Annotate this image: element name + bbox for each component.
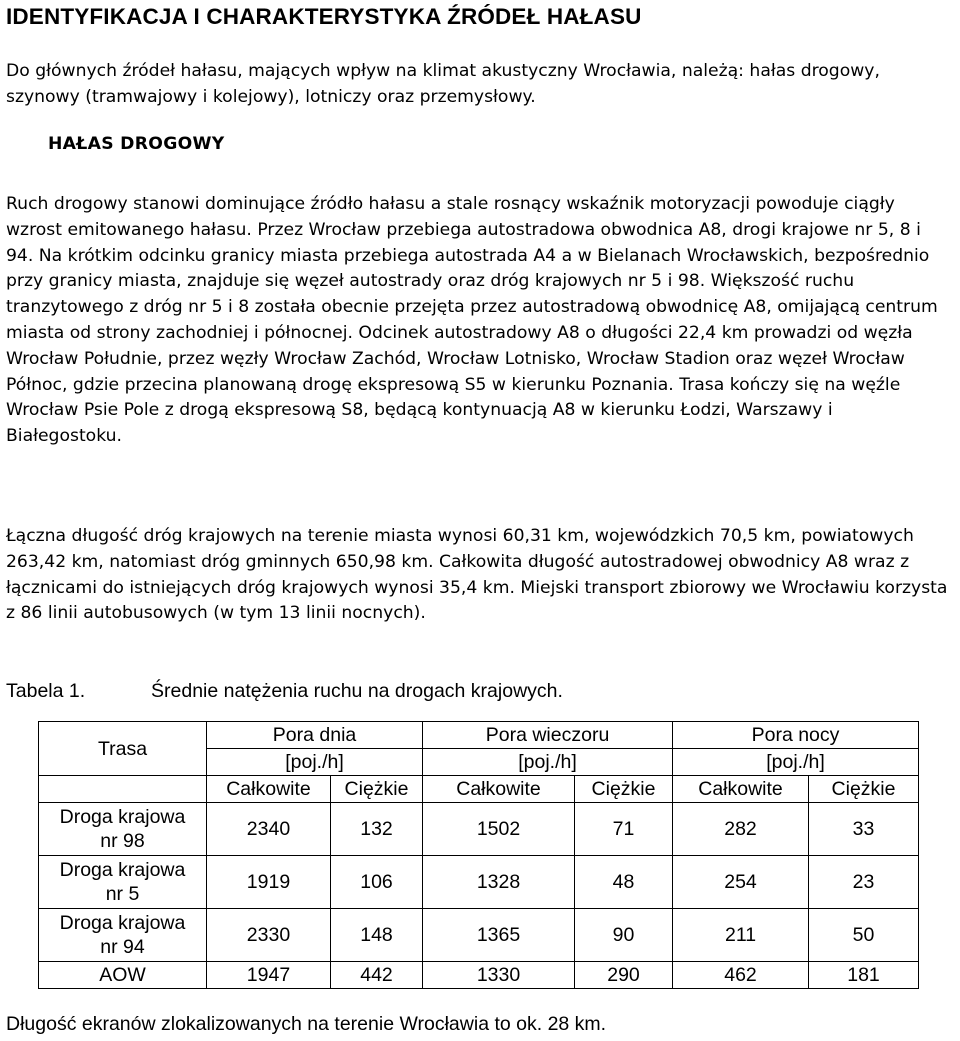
period-night-header: Pora nocy <box>673 722 919 749</box>
route-name: AOW <box>39 962 207 989</box>
subheader-night-total: Całkowite <box>673 776 809 803</box>
section-title: HAŁAS DROGOWY <box>48 134 225 154</box>
table-cell: 181 <box>809 962 919 989</box>
traffic-table <box>38 721 919 989</box>
table-header-row <box>39 722 919 749</box>
table-cell: 132 <box>331 803 423 856</box>
period-day-header: Pora dnia <box>207 722 423 749</box>
table-cell: 2330 <box>207 909 331 962</box>
route-header: Trasa <box>39 722 207 776</box>
period-day-unit: [poj./h] <box>207 749 423 776</box>
table-cell: 71 <box>575 803 673 856</box>
period-evening-unit: [poj./h] <box>423 749 673 776</box>
route-name-line2: nr 94 <box>100 936 145 958</box>
subheader-evening-heavy: Ciężkie <box>575 776 673 803</box>
route-name-line2: nr 98 <box>100 830 145 852</box>
table-cell: 33 <box>809 803 919 856</box>
table-cell: 442 <box>331 962 423 989</box>
subheader-day-heavy: Ciężkie <box>331 776 423 803</box>
table-row <box>39 856 919 909</box>
table-row <box>39 909 919 962</box>
road-lengths-paragraph: Łączna długość dróg krajowych na terenie miasta wynosi 60,31 km, wojewódzkich 70,5 km, powiatowych 263,42 km, natomiast dróg gminnych 650,98 km. Całkowita długość autostradowej obwodnicy A8 wraz z łącznicami do istniejących dróg krajowych wynosi 35,4 km. Miejski transport zbiorowy we Wrocławiu korzysta z 86 linii autobusowych (w tym 13 linii nocnych). <box>6 526 948 624</box>
table-cell: 1330 <box>423 962 575 989</box>
period-night-unit: [poj./h] <box>673 749 919 776</box>
intro-paragraph: Do głównych źródeł hałasu, mających wpływ na klimat akustyczny Wrocławia, należą: hałas drogowy, szynowy (tramwajowy i kolejowy), lotniczy oraz przemysłowy. <box>6 61 880 107</box>
footer-note: Długość ekranów zlokalizowanych na terenie Wrocławia to ok. 28 km. <box>6 1013 607 1035</box>
table-caption-title: Średnie natężenia ruchu na drogach krajowych. <box>151 680 563 702</box>
table-row <box>39 962 919 989</box>
table-cell: 1502 <box>423 803 575 856</box>
subheader-night-heavy: Ciężkie <box>809 776 919 803</box>
table-row <box>39 803 919 856</box>
route-name <box>39 856 207 909</box>
table-cell: 1919 <box>207 856 331 909</box>
page-title: IDENTYFIKACJA I CHARAKTERYSTYKA ŹRÓDEŁ HAŁASU <box>6 4 642 29</box>
route-name-line1: Droga krajowa <box>59 912 186 934</box>
route-name-line1: Droga krajowa <box>59 806 186 828</box>
table-cell: 106 <box>331 856 423 909</box>
table-cell: 290 <box>575 962 673 989</box>
table-cell: 2340 <box>207 803 331 856</box>
route-name-line1: Droga krajowa <box>59 859 186 881</box>
table-subheader-row <box>39 776 919 803</box>
period-evening-header: Pora wieczoru <box>423 722 673 749</box>
route-name <box>39 909 207 962</box>
route-name-line2: nr 5 <box>105 883 140 905</box>
table-cell: 1947 <box>207 962 331 989</box>
table-cell: 1365 <box>423 909 575 962</box>
table-cell: 1328 <box>423 856 575 909</box>
road-noise-paragraph: Ruch drogowy stanowi dominujące źródło hałasu a stale rosnący wskaźnik motoryzacji powoduje ciągły wzrost emitowanego hałasu. Przez Wrocław przebiega autostradowa obwodnica A8, drogi krajowe nr 5, 8 i 94. Na krótkim odcinku granicy miasta przebiega autostrada A4 a w Bielanach Wrocławskich, bezpośrednio przy granicy miasta, znajduje się węzeł autostrady oraz dróg krajowych nr 5 i 98. Większość ruchu tranzytowego z dróg nr 5 i 8 została obecnie przejęta przez autostradową obwodnicę A8, omijającą centrum miasta od strony zachodniej i północnej. Odcinek autostradowy A8 o długości 22,4 km prowadzi od węzła Wrocław Południe, przez węzły Wrocław Zachód, Wrocław Lotnisko, Wrocław Stadion oraz węzeł Wrocław Północ, gdzie przecina planowaną drogę ekspresową S5 w kierunku Poznania. Trasa kończy się na węźle Wrocław Psie Pole z drogą ekspresową S8, będącą kontynuacją A8 w kierunku Łodzi, Warszawy i Białegostoku. <box>6 194 938 447</box>
table-cell: 282 <box>673 803 809 856</box>
table-cell: 211 <box>673 909 809 962</box>
subheader-day-total: Całkowite <box>207 776 331 803</box>
table-cell: 254 <box>673 856 809 909</box>
table-cell: 48 <box>575 856 673 909</box>
route-subheader-empty <box>39 776 207 803</box>
route-name <box>39 803 207 856</box>
table-cell: 148 <box>331 909 423 962</box>
table-caption <box>6 680 563 703</box>
table-cell: 462 <box>673 962 809 989</box>
table-cell: 23 <box>809 856 919 909</box>
subheader-evening-total: Całkowite <box>423 776 575 803</box>
table-cell: 50 <box>809 909 919 962</box>
table-caption-label: Tabela 1. <box>6 680 86 702</box>
table-cell: 90 <box>575 909 673 962</box>
